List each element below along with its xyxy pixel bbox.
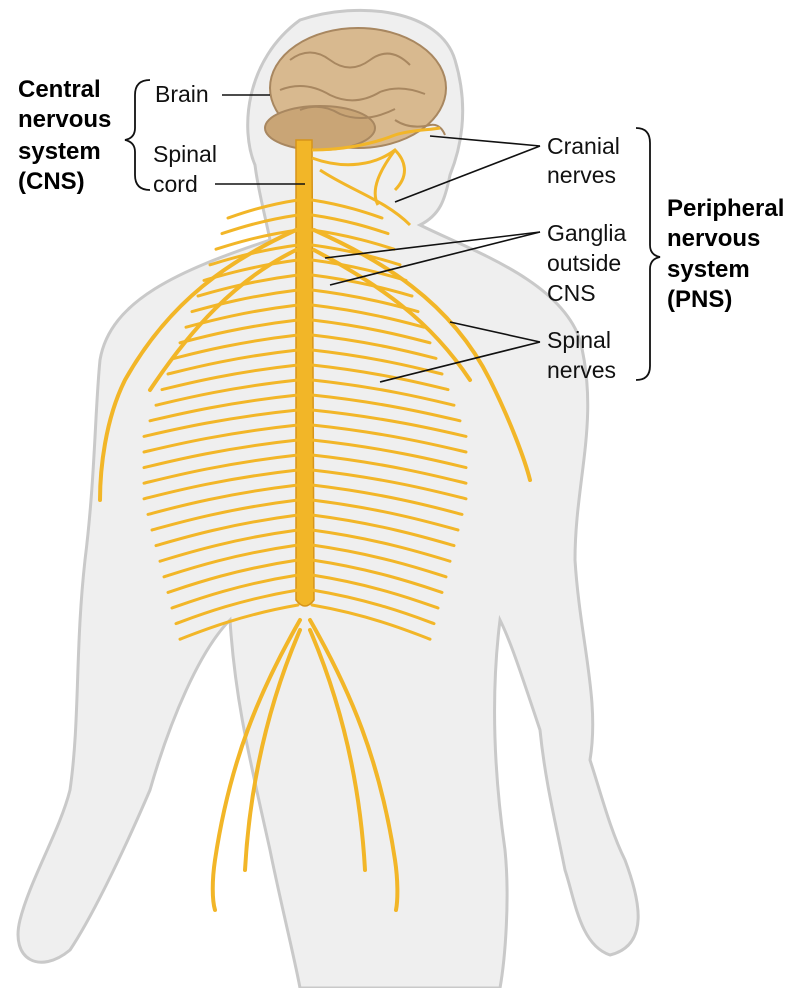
spinal-cord-label-line-2: cord bbox=[153, 171, 198, 197]
cranial-nerves-label-line-2: nerves bbox=[547, 162, 617, 188]
body-silhouette bbox=[18, 10, 638, 988]
cns-label-line-3: system bbox=[18, 138, 101, 165]
pns-label-line-2: nervous bbox=[667, 225, 761, 252]
cns-brace bbox=[125, 80, 150, 190]
spinal-cord-label-line-1: Spinal bbox=[153, 141, 217, 167]
ganglia-label-line-1: Ganglia bbox=[547, 220, 627, 246]
spinal-nerves-label-line-2: nerves bbox=[547, 357, 617, 383]
pns-label-line-3: system bbox=[667, 256, 750, 283]
cns-label-line-1: Central bbox=[18, 76, 101, 103]
ganglia-label-line-3: CNS bbox=[547, 280, 596, 306]
cranial-nerves-label-line-1: Cranial bbox=[547, 133, 620, 159]
pns-label-line-4: (PNS) bbox=[667, 286, 733, 313]
pns-label-line-1: Peripheral bbox=[667, 195, 785, 222]
pns-brace bbox=[636, 128, 660, 380]
spinal-nerves-label-line-1: Spinal bbox=[547, 327, 611, 353]
spinal-cord bbox=[296, 140, 314, 606]
cns-label-line-4: (CNS) bbox=[18, 168, 85, 195]
brain-label: Brain bbox=[155, 81, 209, 107]
ganglia-label-line-2: outside bbox=[547, 250, 622, 276]
cns-label-line-2: nervous bbox=[18, 106, 112, 133]
